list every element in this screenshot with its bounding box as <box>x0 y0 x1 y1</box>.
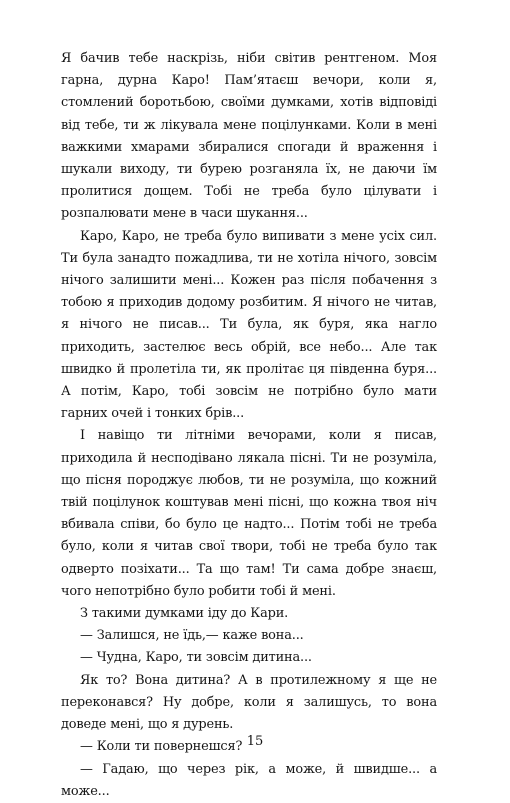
paragraph-2: Каро, Каро, не треба було випивати з мене усіх сил. Ти була занадто пожадлива, ти не хотіла нічого, зовсім нічого залишити мені... Кожен раз після побачення з тобою я приходив додому розбитим. Я нічого не читав, я нічого не писав... Ти була, як буря, яка нагло приходить, застелює весь обрій, все небо... Але так швидко й пролетіла ти, як пролітає ця південна буря... А потім, Каро, тобі зовсім не потрібно було мати гарних очей і тонких брів... <box>61 228 437 422</box>
dialogue-line-3: — Коли ти повернешся? <box>80 739 243 755</box>
dialogue-line-2: — Чудна, Каро, ти зовсім дитина... <box>80 650 312 666</box>
paragraph-4: З такими думками іду до Кари. <box>80 606 289 622</box>
paragraph-3: І навіщо ти літніми вечорами, коли я писав, приходила й несподівано лякала пісні. Ти не розуміла, що пісня породжує любов, ти не розуміла, що кожний твій поцілунок коштував мені пісні, що кожна твоя ніч вбивала співи, бо було це надто... Потім тобі не треба було, коли я читав свої твори, тобі не треба було так одверто позіхати... Та що там! Ти сама добре знаєш, чого непотрібно було робити тобі й мені. <box>61 428 437 599</box>
dialogue-line-1: — Залишся, не їдь,— каже вона... <box>80 628 304 644</box>
dialogue-line-4: — Гадаю, що через рік, а може, й швидше... а може... <box>61 761 437 799</box>
page-body <box>61 48 437 803</box>
paragraph-5: Як то? Вона дитина? А в протилежному я ще не переконався? Ну добре, коли я залишусь, то вона доведе мені, що я дурень. <box>61 672 437 733</box>
page-number: 15 <box>246 734 264 749</box>
paragraph-1: Я бачив тебе наскрізь, ніби світив рентгеном. Моя гарна, дурна Каро! Пам’ятаєш вечори, коли я, стомлений боротьбою, своїми думками, хотів відповіді від тебе, ти ж лікувала мене поцілунками. Коли в мені важкими хмарами збиралися спогади й враження і шукали виходу, ти бурею розганяла їх, не даючи їм пролитися дощем. Тобі не треба було цілувати і розпалювати мене в часи шукання... <box>61 51 437 222</box>
